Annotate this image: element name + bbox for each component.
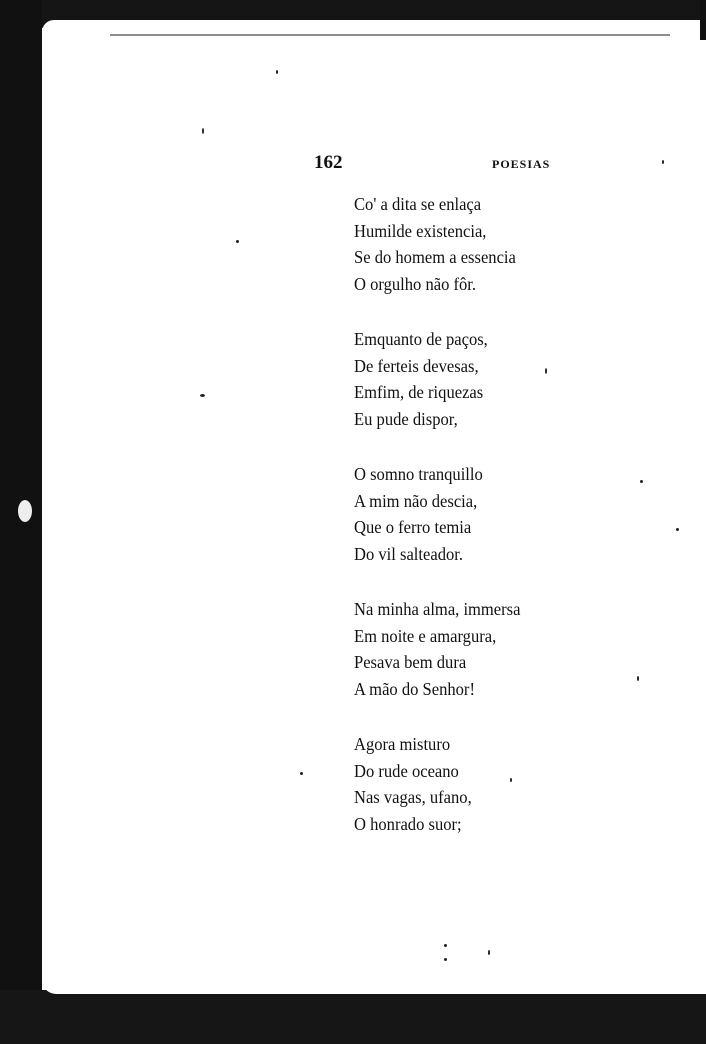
scan-border-left: [0, 0, 42, 1044]
scan-speck: [545, 368, 547, 374]
scan-speck: [300, 772, 303, 775]
stanza: [354, 596, 630, 702]
scan-speck: [444, 944, 447, 947]
verse-line: Se do homem a essencia: [354, 247, 516, 267]
scan-speck: [510, 778, 512, 782]
page-bottom-edge: [42, 978, 706, 994]
scan-speck: [488, 950, 490, 955]
page-top-edge: [42, 20, 706, 34]
page-number: 162: [314, 152, 343, 173]
scan-speck: [676, 528, 679, 531]
stanza: [354, 731, 630, 837]
verse-line: Eu pude dispor,: [354, 408, 458, 429]
scan-speck: [202, 128, 204, 134]
verse-line: O somno tranquillo: [354, 464, 483, 484]
verse-line: Agora misturo: [354, 734, 451, 754]
verse-line: A mão do Senhor!: [354, 678, 475, 699]
verse-line: Na minha alma, immersa: [354, 599, 521, 619]
stanza: [354, 191, 630, 297]
verse-line: A mim não descia,: [354, 490, 478, 511]
verse-line: Emquanto de paços,: [354, 329, 488, 349]
poem: [354, 191, 630, 866]
verse-line: Pesava bem dura: [354, 652, 467, 672]
scan-speck: [640, 480, 643, 483]
verse-line: Do vil salteador.: [354, 543, 464, 564]
stanza: [354, 461, 630, 567]
scan-border-bottom: [0, 990, 706, 1044]
stanza: [354, 326, 630, 432]
scan-speck: [18, 500, 32, 522]
scan-speck: [662, 160, 664, 164]
running-title: POESIAS: [492, 157, 551, 171]
scan-speck: [236, 240, 239, 243]
verse-line: O orgulho não fôr.: [354, 273, 477, 294]
verse-line: De ferteis devesas,: [354, 355, 479, 376]
scan-speck: [276, 70, 278, 74]
verse-line: Humilde existencia,: [354, 220, 487, 241]
verse-line: Co' a dita se enlaça: [354, 194, 482, 214]
verse-line: Do rude oceano: [354, 760, 459, 781]
scan-speck: [444, 958, 447, 961]
verse-line: Nas vagas, ufano,: [354, 787, 472, 807]
scan-speck: [200, 394, 205, 397]
verse-line: Em noite e amargura,: [354, 625, 497, 646]
book-page: [42, 34, 706, 978]
page-header: [314, 152, 554, 176]
verse-line: O honrado suor;: [354, 813, 462, 834]
verse-line: Que o ferro temia: [354, 517, 472, 537]
scan-speck: [637, 676, 639, 681]
verse-line: Emfim, de riquezas: [354, 382, 484, 402]
